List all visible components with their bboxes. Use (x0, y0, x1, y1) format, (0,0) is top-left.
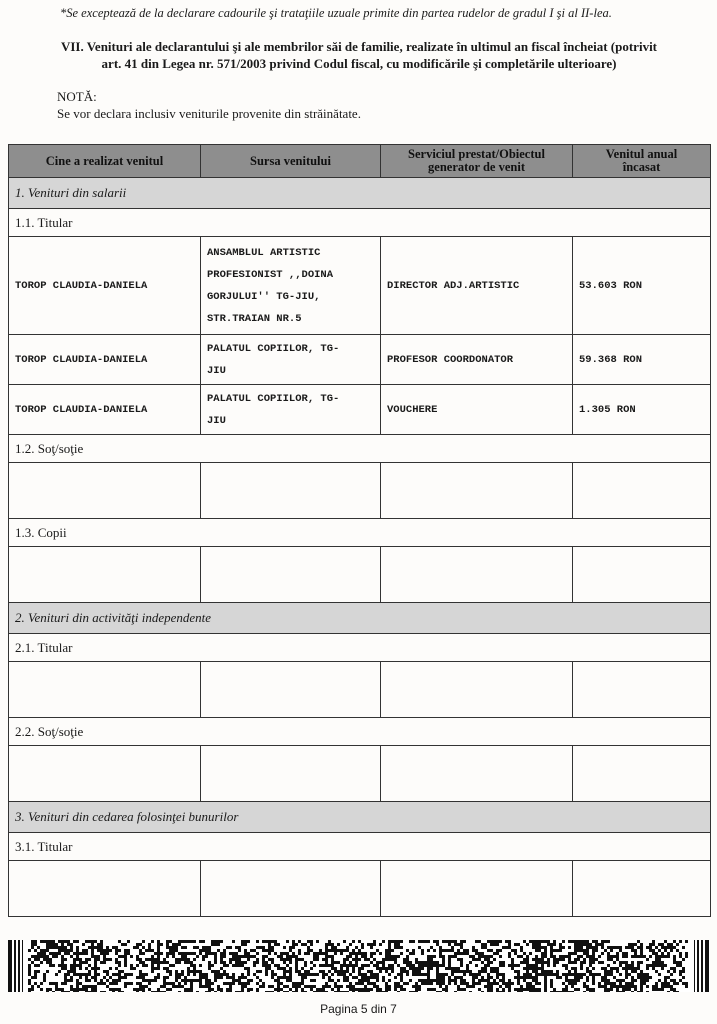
income-table (8, 144, 711, 917)
cell-source-line: PALATUL COPIILOR, TG- (207, 342, 340, 355)
nota-label: NOTĂ: (57, 89, 97, 104)
cell-who: TOROP CLAUDIA-DANIELA (9, 237, 201, 335)
empty-row (9, 547, 711, 603)
table-header-row (9, 145, 711, 178)
category-label: 3. Venituri din cedarea folosinţei bunurilor (9, 802, 711, 833)
cell-source (201, 385, 381, 435)
empty-row (9, 746, 711, 802)
subcategory-row-spouse (9, 718, 711, 746)
empty-cell (381, 746, 573, 802)
empty-cell (9, 662, 201, 718)
empty-cell (201, 861, 381, 917)
header-amount-line1: Venitul anual (605, 147, 678, 161)
empty-cell (381, 547, 573, 603)
subcategory-label: 2.1. Titular (9, 634, 711, 662)
empty-row (9, 662, 711, 718)
empty-cell (9, 463, 201, 519)
empty-cell (573, 463, 711, 519)
empty-cell (573, 662, 711, 718)
empty-cell (201, 662, 381, 718)
header-service-line1: Serviciul prestat/Obiectul (408, 147, 545, 161)
empty-cell (381, 662, 573, 718)
cell-service: PROFESOR COORDONATOR (381, 335, 573, 385)
category-row-property-use (9, 802, 711, 833)
empty-row (9, 861, 711, 917)
cell-source (201, 237, 381, 335)
empty-cell (201, 746, 381, 802)
subcategory-label: 1.1. Titular (9, 209, 711, 237)
section-title-line2: art. 41 din Legea nr. 571/2003 privind Codul fiscal, cu modificările şi completările ulterioare) (101, 56, 617, 71)
header-amount (573, 145, 711, 178)
empty-cell (201, 463, 381, 519)
subcategory-row-children (9, 519, 711, 547)
cell-source-line: ANSAMBLUL ARTISTIC (207, 246, 321, 259)
empty-cell (573, 547, 711, 603)
cell-amount: 1.305 RON (573, 385, 711, 435)
nota-text: Se vor declara inclusiv veniturile provenite din străinătate. (57, 106, 361, 121)
header-who: Cine a realizat venitul (9, 145, 201, 178)
cell-source-line: JIU (207, 364, 226, 377)
empty-row (9, 463, 711, 519)
cell-source (201, 335, 381, 385)
subcategory-row-titular (9, 833, 711, 861)
subcategory-label: 3.1. Titular (9, 833, 711, 861)
cell-source-line: PROFESIONIST ,,DOINA (207, 268, 334, 281)
cell-amount: 59.368 RON (573, 335, 711, 385)
subcategory-label: 1.2. Soţ/soţie (9, 435, 711, 463)
cell-source-line: PALATUL COPIILOR, TG- (207, 392, 340, 405)
section-title-line1: VII. Venituri ale declarantului şi ale membrilor săi de familie, realizate în ultimul an fiscal încheiat (potrivit (60, 39, 658, 54)
empty-cell (9, 746, 201, 802)
empty-cell (9, 547, 201, 603)
header-service (381, 145, 573, 178)
footnote: *Se exceptează de la declarare cadourile şi trataţiile uzuale primite din partea rudelor de gradul I şi al II-lea. (60, 6, 612, 20)
cell-service: VOUCHERE (381, 385, 573, 435)
cell-source-line: JIU (207, 414, 226, 427)
page-number: Pagina 5 din 7 (320, 1002, 397, 1016)
header-amount-line2: încasat (622, 160, 661, 174)
empty-cell (381, 861, 573, 917)
empty-cell (573, 746, 711, 802)
subcategory-label: 2.2. Soţ/soţie (9, 718, 711, 746)
header-source: Sursa venitului (201, 145, 381, 178)
header-service-line2: generator de venit (428, 160, 525, 174)
cell-service: DIRECTOR ADJ.ARTISTIC (381, 237, 573, 335)
cell-who: TOROP CLAUDIA-DANIELA (9, 385, 201, 435)
barcode-image (8, 940, 710, 992)
subcategory-row-titular (9, 209, 711, 237)
category-label: 2. Venituri din activităţi independente (9, 603, 711, 634)
table-row (9, 385, 711, 435)
category-label: 1. Venituri din salarii (9, 178, 711, 209)
cell-source-line: GORJULUI'' TG-JIU, (207, 290, 321, 303)
table-row (9, 335, 711, 385)
cell-source-line: STR.TRAIAN NR.5 (207, 312, 302, 325)
subcategory-label: 1.3. Copii (9, 519, 711, 547)
empty-cell (573, 861, 711, 917)
empty-cell (9, 861, 201, 917)
cell-who: TOROP CLAUDIA-DANIELA (9, 335, 201, 385)
subcategory-row-titular (9, 634, 711, 662)
cell-amount: 53.603 RON (573, 237, 711, 335)
empty-cell (381, 463, 573, 519)
empty-cell (201, 547, 381, 603)
table-row (9, 237, 711, 335)
subcategory-row-spouse (9, 435, 711, 463)
section-title (20, 38, 698, 72)
category-row-independent (9, 603, 711, 634)
category-row-salaries (9, 178, 711, 209)
